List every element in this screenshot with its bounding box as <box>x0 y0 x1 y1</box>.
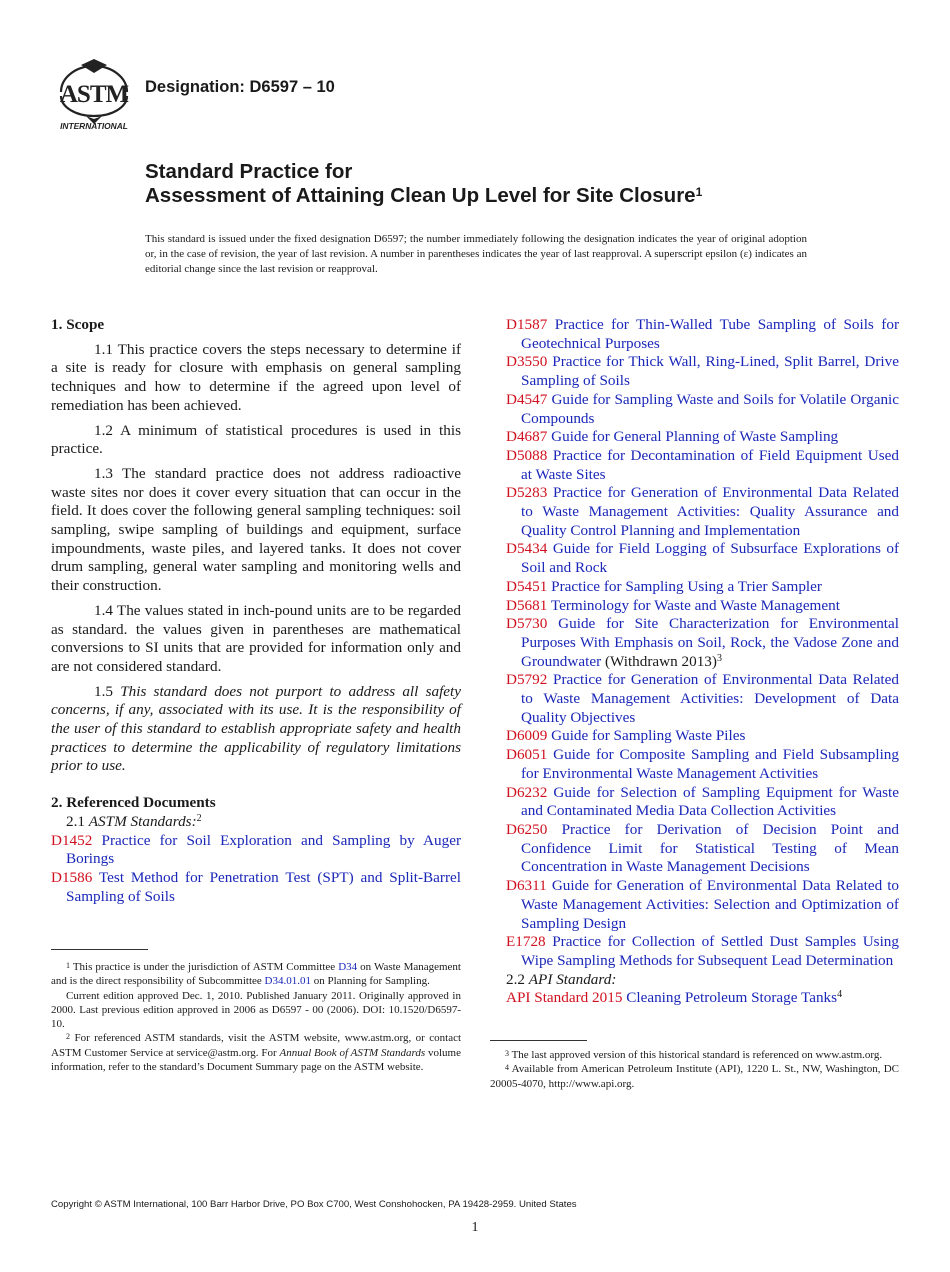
page-number: 1 <box>471 1220 479 1235</box>
document-title <box>145 160 702 208</box>
footnote-2: $^2$ For referenced ASTM standards, visit the ASTM website, www.astm.org, or contact ASTM Customer Service at service@astm.org. For Annual Book of ASTM Standards volume information, refer to the standard’s Document Summary page on the ASTM website. <box>51 1032 462 1074</box>
ref-title[interactable]: Guide for Sampling Waste Piles <box>551 727 746 745</box>
ref-item-d5088[interactable] <box>506 447 899 484</box>
ref-note: (Withdrawn 2013) <box>601 652 717 670</box>
ref-item-api-2015[interactable]: API Standard 2015 Cleaning Petroleum Storage Tanks$^4$ <box>506 989 843 1007</box>
ref-title[interactable]: Guide for Selection of Sampling Equipment for Waste and Contaminated Media Data Collection Activities <box>521 783 899 820</box>
right-reference-list <box>506 316 899 971</box>
ref-title[interactable]: Guide for General Planning of Waste Sampling <box>551 428 839 446</box>
footnotes-left <box>51 960 461 1074</box>
scope-1-4: 1.4 The values stated in inch-pound units are to be regarded as standard. the values given in parentheses are mathematical conversions to SI units that are provided for information only and are not considered standard. <box>51 601 461 675</box>
footnote-4: $^4$ Available from American Petroleum Institute (API), 1220 L. St., NW, Washington, DC 20005-4070, http://www.api.org. <box>490 1063 899 1090</box>
ref-item-d3550[interactable] <box>506 353 899 390</box>
ref-item-d5283[interactable] <box>506 484 899 540</box>
ref-code[interactable]: D5434 <box>506 540 548 558</box>
ref-title[interactable]: Guide for Site Characterization for Environmental Purposes With Emphasis on Soil, Rock, the Vadose Zone and Groundwater <box>521 615 899 670</box>
footnote-3: $^3$ The last approved version of this historical standard is referenced on www.astm.org. <box>505 1049 883 1061</box>
ref-title[interactable]: Practice for Soil Exploration and Sampling by Auger Borings <box>66 831 461 868</box>
ref-item-d5792[interactable] <box>506 671 899 727</box>
scope-1-2: 1.2 A minimum of statistical procedures is used in this practice. <box>51 421 461 458</box>
ref-code[interactable]: D5088 <box>506 446 548 464</box>
refdocs-heading: 2. Referenced Documents <box>51 794 216 812</box>
ref-title[interactable]: Practice for Sampling Using a Trier Sampler <box>551 577 822 595</box>
ref-title[interactable]: Guide for Composite Sampling and Field Subsampling for Environmental Waste Management Activities <box>521 746 899 782</box>
ref-title[interactable]: Practice for Generation of Environmental Data Related to Waste Management Activities: Development of Data Quality Objectives <box>521 671 899 726</box>
right-column <box>506 316 899 1008</box>
ref-item-d6250[interactable] <box>506 821 899 877</box>
ref-item-d1587[interactable] <box>506 316 899 353</box>
ref-footnote-ref[interactable]: 3 <box>716 652 722 664</box>
ref-title[interactable]: Practice for Collection of Settled Dust Samples Using Wipe Sampling Methods for Subsequent Lead Determination <box>521 933 899 969</box>
subcommittee-link[interactable]: D34.01.01 <box>264 975 311 988</box>
ref-title[interactable]: Practice for Thin-Walled Tube Sampling of Soils for Geotechnical Purposes <box>521 316 899 352</box>
ref-code[interactable]: D4547 <box>506 390 548 408</box>
svg-text:ASTM: ASTM <box>59 81 129 108</box>
title-line-1: Standard Practice for <box>145 160 353 183</box>
ref-code[interactable]: D1587 <box>506 316 548 333</box>
ref-code[interactable]: D5283 <box>506 484 548 502</box>
ref-title[interactable]: Practice for Decontamination of Field Equipment Used at Waste Sites <box>521 446 899 483</box>
committee-link[interactable]: D34 <box>338 961 358 973</box>
ref-code[interactable]: D6009 <box>506 727 548 745</box>
ref-code[interactable]: D5730 <box>506 615 548 633</box>
ref-title[interactable]: Practice for Derivation of Decision Point and Confidence Limit for Statistical Testing of Mean Concentration in Waste Management Decisions <box>521 820 900 876</box>
ref-item-d1452[interactable] <box>51 832 461 869</box>
ref-code[interactable]: D6232 <box>506 783 548 801</box>
astm-standards-subheading: 2.1 ASTM Standards:$^2$ <box>66 812 202 830</box>
footnote-1: $^1$ This practice is under the jurisdiction of ASTM Committee D34 on Waste Management and is the direct responsibility of Subcommittee D34.01.01 on Planning for Sampling. <box>51 961 461 988</box>
footnotes-right <box>490 1048 899 1091</box>
ref-code[interactable]: D1452 <box>51 831 93 849</box>
ref-item-d4687[interactable] <box>506 428 899 447</box>
footnote-1-edition: Current edition approved Dec. 1, 2010. Published January 2011. Originally approved in 2000. Last previous edition approved in 2006 as D6597 - 00 (2006). DOI: 10.1520/D6597-10. <box>51 989 461 1031</box>
ref-code[interactable]: D6051 <box>506 746 548 764</box>
ref-item-d5681[interactable] <box>506 597 899 616</box>
ref-item-d6009[interactable] <box>506 727 899 746</box>
footnote-rule-left <box>51 949 148 950</box>
ref-code[interactable]: D6250 <box>506 820 548 838</box>
ref-code[interactable]: D5792 <box>506 671 548 689</box>
api-standard-subheading: 2.2 API Standard: <box>506 970 617 988</box>
ref-item-d5434[interactable] <box>506 540 899 577</box>
ref-code[interactable]: D4687 <box>506 428 548 446</box>
ref-title[interactable]: Practice for Generation of Environmental Data Related to Waste Management Activities: Quality Assurance and Quality Control Planning and Implementation <box>521 484 899 539</box>
scope-1-5: 1.5 This standard does not purport to address all safety concerns, if any, associated with its use. It is the responsibility of the user of this standard to establish appropriate safety and health practices to determine the applicability of regulatory limitations prior to use. <box>51 682 461 775</box>
ref-item-d6232[interactable] <box>506 784 899 821</box>
astm-logo <box>54 58 134 132</box>
svg-text:INTERNATIONAL: INTERNATIONAL <box>60 121 128 131</box>
ref-title[interactable]: Test Method for Penetration Test (SPT) and Split-Barrel Sampling of Soils <box>66 868 462 905</box>
ref-title[interactable]: Guide for Sampling Waste and Soils for Volatile Organic Compounds <box>521 390 900 427</box>
ref-code[interactable]: D6311 <box>506 877 547 895</box>
ref-code[interactable]: D1586 <box>51 868 93 886</box>
ref-item-e1728[interactable] <box>506 933 899 970</box>
copyright-footer: Copyright © ASTM International, 100 Barr Harbor Drive, PO Box C700, West Conshohocken, PA 19428-2959. United States <box>51 1199 577 1210</box>
ref-item-d4547[interactable] <box>506 391 899 428</box>
ref-title[interactable]: Practice for Thick Wall, Ring-Lined, Split Barrel, Drive Sampling of Soils <box>521 353 899 390</box>
ref-code[interactable]: D5451 <box>506 577 548 595</box>
ref-title[interactable]: Terminology for Waste and Waste Management <box>550 596 840 614</box>
left-reference-list <box>51 832 461 907</box>
left-column <box>51 316 461 906</box>
title-footnote-ref[interactable]: 1 <box>695 185 703 199</box>
ref-code[interactable]: D5681 <box>506 596 548 614</box>
ref-item-d5451[interactable] <box>506 578 899 597</box>
ref-item-d6311[interactable] <box>506 877 899 933</box>
ref-code[interactable]: D3550 <box>506 353 548 371</box>
scope-heading: 1. Scope <box>51 316 105 333</box>
ref-item-d1586[interactable] <box>51 869 461 906</box>
ref-item-d5730[interactable] <box>506 615 899 671</box>
ref-item-d6051[interactable] <box>506 746 899 783</box>
ref-code[interactable]: E1728 <box>506 933 546 951</box>
scope-1-3: 1.3 The standard practice does not address radioactive waste sites nor does it cover every situation that can occur in the field. It does cover the following general sampling techniques: soil sampling, swipe sampling of buildings and equipment, surface impoundments, waste piles, and layered tanks. It does not cover drum sampling, general water sampling and monitoring wells and their construction. <box>51 464 461 595</box>
title-line-2: Assessment of Attaining Clean Up Level for Site Closure$^1$ <box>145 184 703 207</box>
ref-title[interactable]: Guide for Generation of Environmental Data Related to Waste Management Activities: Selection and Optimization of Sampling Design <box>521 877 900 932</box>
footnote-rule-right <box>490 1040 587 1041</box>
ref-title[interactable]: Guide for Field Logging of Subsurface Explorations of Soil and Rock <box>521 540 899 577</box>
scope-1-1: 1.1 This practice covers the steps necessary to determine if a site is ready for closure with emphasis on general sampling techniques and how to determine if the agreed upon level of remediation has been achieved. <box>51 340 461 414</box>
designation: Designation: D6597 – 10 <box>145 78 335 96</box>
issuance-notice: This standard is issued under the fixed designation D6597; the number immediately following the designation indicates the year of original adoption or, in the case of revision, the year of last revision. A number in parentheses indicates the year of last reapproval. A superscript epsilon (ε) indicates an editorial change since the last revision or reapproval. <box>145 233 807 275</box>
